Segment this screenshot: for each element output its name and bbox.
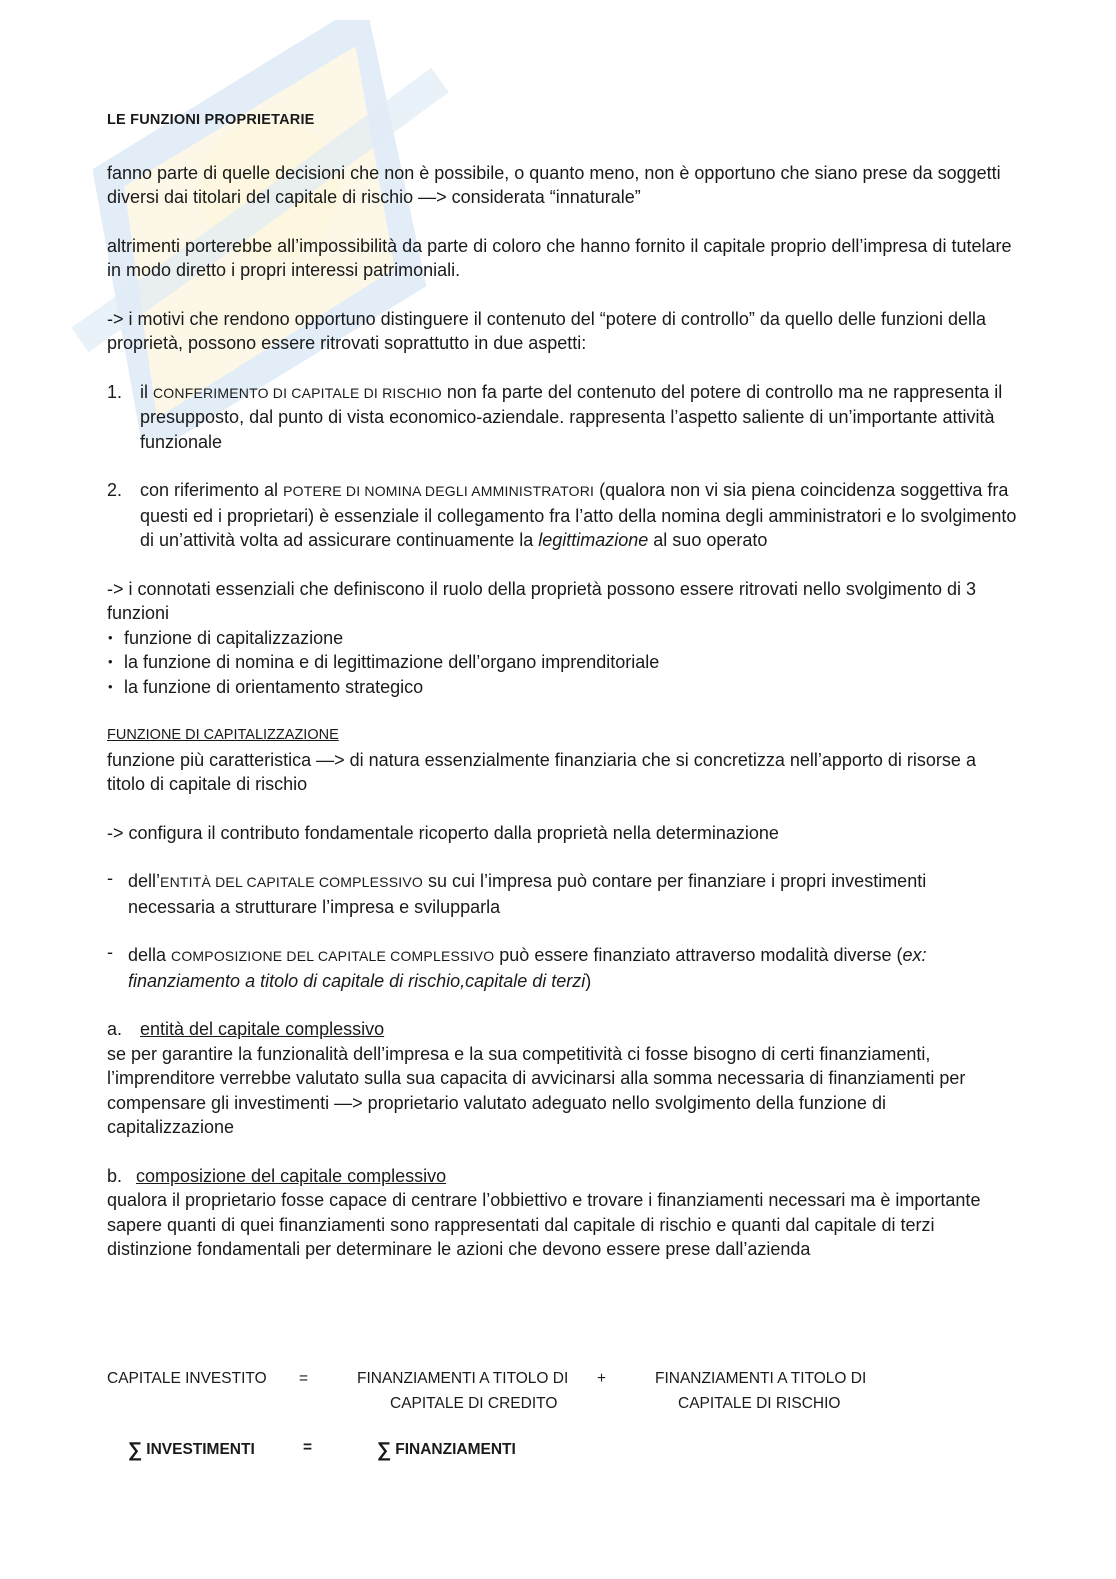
paragraph-intro: fanno parte di quelle decisioni che non è possibile, o quanto meno, non è opportuno che siano prese da soggetti diversi dai titolari del capitale di rischio —> considerata “innaturale” xyxy=(107,162,1001,207)
sigma-symbol: ∑ xyxy=(128,1439,143,1461)
paragraph-entita: se per garantire la funzionalità dell’impresa e la sua competitività ci fosse bisogno di certi finanziamenti, l’imprenditore verrebbe valutato sulla sua capacita di avvicinarsi alla somma necessaria di finanziamenti per compensare gli investimenti —> proprietario valutato adeguato nello svolgimento della funzione di capitalizzazione xyxy=(107,1043,966,1137)
list-number: 2. xyxy=(107,480,123,500)
formula-equals: = xyxy=(303,1439,313,1456)
paragraph-connotati: -> i connotati essenziali che definiscono il ruolo della proprietà possono essere ritrovati nello svolgimento di 3 funzioni xyxy=(107,578,976,623)
formula-lhs: CAPITALE INVESTITO xyxy=(107,1370,267,1387)
list-item: • funzione di capitalizzazione xyxy=(107,626,1017,651)
paragraph-motives: -> i motivi che rendono opportuno distinguere il contenuto del “potere di controllo” da quello delle funzioni della proprietà, possono essere ritrovati soprattutto in due aspetti: xyxy=(107,308,987,353)
bullet-list xyxy=(107,626,1017,700)
list-item: • la funzione di nomina e di legittimazione dell’organo imprenditoriale xyxy=(107,650,1017,675)
dash-item: - della COMPOSIZIONE DEL CAPITALE COMPLESSIVO può essere finanziato attraverso modalità diverse (ex: finanziamento a titolo di capitale di rischio,capitale di terzi) xyxy=(107,942,927,991)
numbered-list xyxy=(107,380,1017,553)
section-heading: FUNZIONE DI CAPITALIZZAZIONE xyxy=(107,727,339,743)
dash-item: - dell’ENTITÀ DEL CAPITALE COMPLESSIVO su cui l’impresa può contare per finanziare i propri investimenti necessaria a strutturare l’impresa e svilupparla xyxy=(107,868,927,917)
small-caps-term: POTERE DI NOMINA DEGLI AMMINISTRATORI xyxy=(283,483,595,499)
formula-plus: + xyxy=(597,1370,607,1387)
formula-term-credit-line2: CAPITALE DI CREDITO xyxy=(390,1395,558,1412)
subsection-heading-b: b. composizione del capitale complessivo xyxy=(107,1165,447,1186)
formula-lhs: ∑ INVESTIMENTI xyxy=(128,1439,255,1461)
paragraph-configura: -> configura il contributo fondamentale ricoperto dalla proprietà nella determinazione xyxy=(107,822,779,843)
list-number: 1. xyxy=(107,381,123,402)
formula-term-risk: FINANZIAMENTI A TITOLO DI xyxy=(655,1370,867,1387)
small-caps-term: COMPOSIZIONE DEL CAPITALE COMPLESSIVO xyxy=(171,948,495,964)
list-item: 1. il CONFERIMENTO DI CAPITALE DI RISCHIO non fa parte del contenuto del potere di controllo ma ne rappresenta il presupposto, dal punto di vista economico-aziendale. rappresenta l’aspetto saliente di un’importante attività funzionale xyxy=(107,381,1003,452)
paragraph-funzione: funzione più caratteristica —> di natura essenzialmente finanziaria che si concretizza nell’apporto di risorse a titolo di capitale di rischio xyxy=(107,749,976,794)
paragraph-composizione: qualora il proprietario fosse capace di centrare l’obbiettivo e trovare i finanziamenti necessari ma è importante sapere quanti di quei finanziamenti sono rappresentati dal capitale di rischio e quanti dal capitale di terzi xyxy=(107,1190,981,1235)
subsection-heading-a: a. entità del capitale complessivo xyxy=(107,1019,385,1039)
formula-rhs: ∑ FINANZIAMENTI xyxy=(377,1439,516,1461)
small-caps-term: CONFERIMENTO DI CAPITALE DI RISCHIO xyxy=(153,384,442,401)
italic-term: ex: finanziamento a titolo di capitale di rischio,capitale di terzi xyxy=(128,945,927,991)
italic-term: legittimazione xyxy=(538,530,649,550)
paragraph-consequence: altrimenti porterebbe all’impossibilità da parte di coloro che hanno fornito il capitale proprio dell’impresa di tutelare in modo diretto i propri interessi patrimoniali. xyxy=(107,235,1012,280)
page-title: LE FUNZIONI PROPRIETARIE xyxy=(107,112,315,128)
sigma-symbol: ∑ xyxy=(377,1439,392,1461)
paragraph-distinzione: distinzione fondamentali per determinare le azioni che devono essere prese dall’azienda xyxy=(107,1239,811,1259)
formula-term-risk-line2: CAPITALE DI RISCHIO xyxy=(678,1395,841,1412)
list-item: 2. con riferimento al POTERE DI NOMINA DEGLI AMMINISTRATORI (qualora non vi sia piena coincidenza soggettiva fra questi ed i proprietari) è essenziale il collegamento fra l’atto della nomina degli amministratori e lo svolgimento di un’attività volta ad assicurare continuamente la legittimazione al suo operato xyxy=(107,480,1017,550)
document-body xyxy=(107,108,1017,1286)
formula-equals: = xyxy=(299,1370,309,1387)
formula-term-credit: FINANZIAMENTI A TITOLO DI xyxy=(357,1370,569,1387)
list-item: • la funzione di orientamento strategico xyxy=(107,675,1017,700)
small-caps-term: ENTITÀ DEL CAPITALE COMPLESSIVO xyxy=(160,874,423,890)
